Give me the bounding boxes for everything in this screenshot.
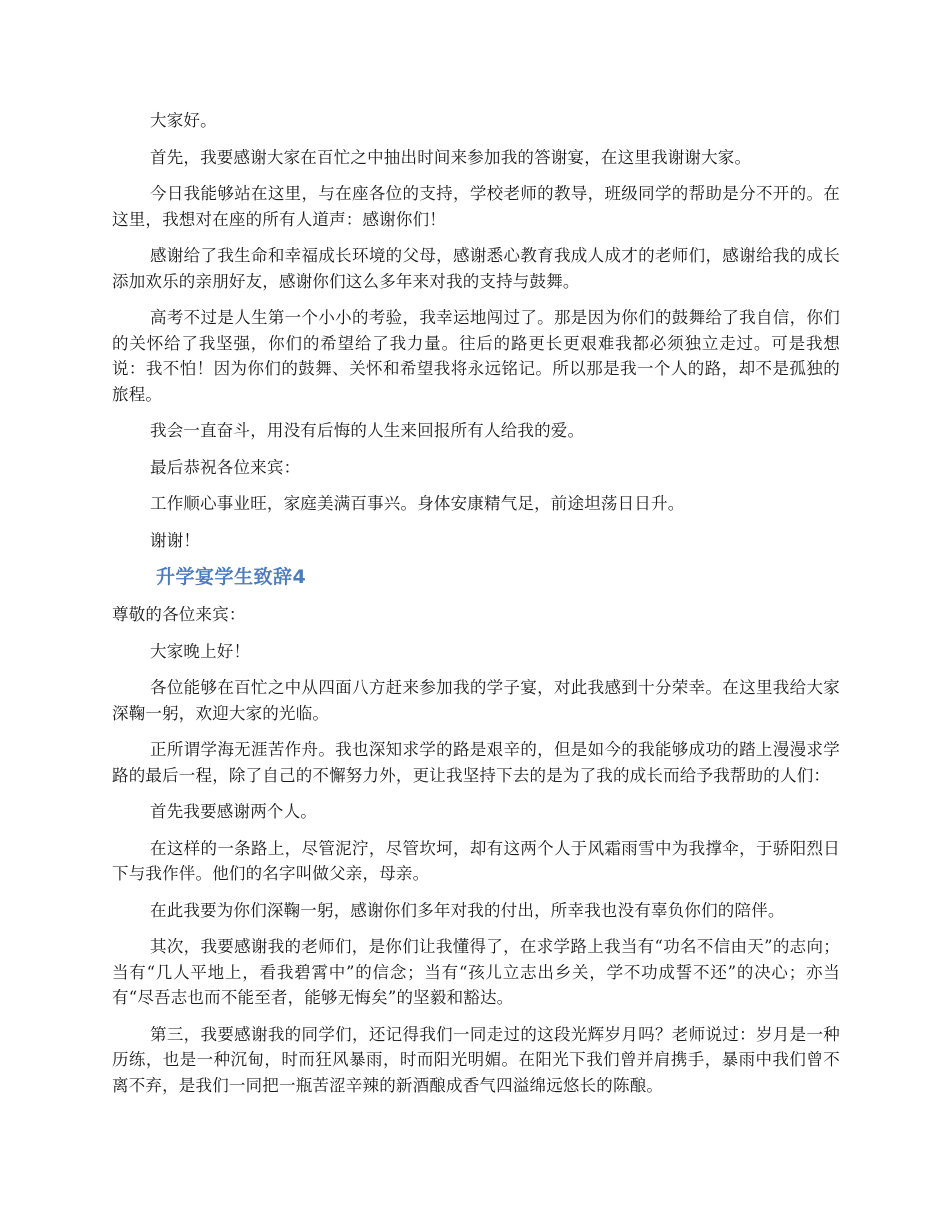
paragraph-thanks-attendance: 首先，我要感谢大家在百忙之中抽出时间来参加我的答谢宴，在这里我谢谢大家。 xyxy=(150,147,752,167)
paragraph-closing-thanks: 谢谢！ xyxy=(150,530,201,550)
document-page xyxy=(112,108,840,1109)
paragraph-good-evening: 大家晚上好！ xyxy=(150,641,251,661)
salutation: 尊敬的各位来宾： xyxy=(112,605,246,624)
paragraph-thanks-parents-teachers: 感谢给了我生命和幸福成长环境的父母，感谢悉心教育我成人成才的老师们，感谢给我的成长添加欢乐的亲朋好友，感谢你们这么多年来对我的支持与鼓舞。 xyxy=(112,246,840,291)
paragraph-welcome: 各位能够在百忙之中从四面八方赶来参加我的学子宴，对此我感到十分荣幸。在这里我给大家深鞠一躬，欢迎大家的光临。 xyxy=(112,678,840,723)
paragraph-parents: 在这样的一条路上，尽管泥泞，尽管坎坷，却有这两个人于风霜雨雪中为我撑伞，于骄阳烈日下与我作伴。他们的名字叫做父亲，母亲。 xyxy=(112,838,840,883)
paragraph-strive: 我会一直奋斗，用没有后悔的人生来回报所有人给我的爱。 xyxy=(150,421,585,440)
paragraph-support: 今日我能够站在这里，与在座各位的支持，学校老师的教导，班级同学的帮助是分不开的。在这里，我想对在座的所有人道声：感谢你们！ xyxy=(112,184,840,229)
section-heading: 升学宴学生致辞4 xyxy=(156,566,307,588)
paragraph-greeting: 大家好。 xyxy=(150,111,217,130)
paragraph-classmates: 第三，我要感谢我的同学们，还记得我们一同走过的这段光辉岁月吗？老师说过：岁月是一种历练，也是一种沉甸，时而狂风暴雨，时而阳光明媚。在阳光下我们曾并肩携手，暴雨中我们曾不离不弃，是我们一同把一瓶苦涩辛辣的新酒酿成香气四溢绵远悠长的陈酿。 xyxy=(112,1024,840,1095)
paragraph-teachers: 其次，我要感谢我的老师们，是你们让我懂得了，在求学路上我当有“功名不信由天”的志向；当有“几人平地上，看我碧霄中”的信念；当有“孩儿立志出乡关，学不功成誓不还”的决心；亦当有“尽吾志也而不能至者，能够无悔矣”的坚毅和豁达。 xyxy=(112,937,840,1007)
paragraph-thank-two-people: 首先我要感谢两个人。 xyxy=(150,802,317,821)
paragraph-wishes-intro: 最后恭祝各位来宾： xyxy=(150,457,301,477)
paragraph-gaokao: 高考不过是人生第一个小小的考验，我幸运地闯过了。那是因为你们的鼓舞给了我自信，你们的关怀给了我坚强，你们的希望给了我力量。往后的路更长更艰难我都必须独立走过。可是我想说：我不怕！因为你们的鼓舞、关怀和希望我将永远铭记。所以那是我一个人的路，却不是孤独的旅程。 xyxy=(112,308,840,404)
paragraph-study-path: 正所谓学海无涯苦作舟。我也深知求学的路是艰辛的，但是如今的我能够成功的踏上漫漫求学路的最后一程，除了自己的不懈努力外，更让我坚持下去的是为了我的成长而给予我帮助的人们： xyxy=(112,740,840,785)
paragraph-wishes: 工作顺心事业旺，家庭美满百事兴。身体安康精气足，前途坦荡日日升。 xyxy=(150,494,685,513)
paragraph-bow-parents: 在此我要为你们深鞠一躬，感谢你们多年对我的付出，所幸我也没有辜负你们的陪伴。 xyxy=(150,900,785,920)
